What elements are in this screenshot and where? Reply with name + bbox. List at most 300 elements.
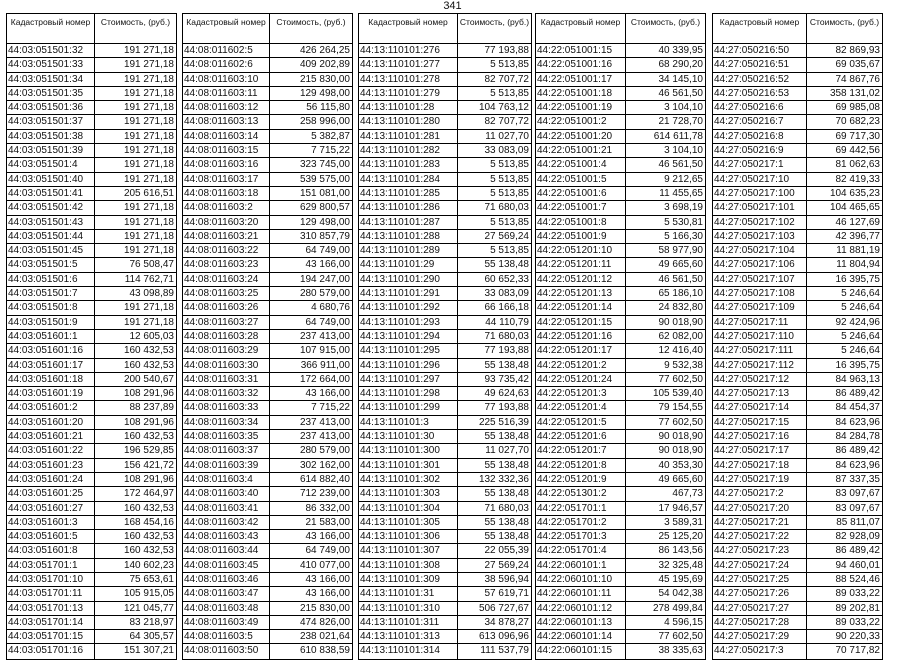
table-row	[183, 444, 352, 458]
table-row	[7, 58, 176, 72]
cadastral-number-cell: 44:27:050217:1	[713, 158, 807, 171]
cadastral-number-cell: 44:27:050216:8	[713, 130, 807, 143]
cost-cell: 24 832,80	[658, 302, 703, 314]
table-row	[536, 216, 705, 230]
cadastral-number-cell: 44:03:051701:11	[7, 587, 95, 600]
table-row	[536, 316, 705, 330]
cadastral-number-cell: 44:13:110101:314	[359, 644, 458, 658]
table-row	[359, 187, 531, 201]
cost-cell: 87 337,35	[835, 473, 880, 485]
table-row	[183, 644, 352, 658]
cost-cell: 45 195,69	[658, 573, 703, 585]
cost-cell: 46 561,50	[658, 87, 703, 99]
cost-cell: 43 166,00	[305, 259, 350, 271]
table-row	[7, 330, 176, 344]
cost-cell: 105 915,05	[123, 588, 174, 600]
cadastral-number-cell: 44:08:011603:13	[183, 115, 270, 128]
table-row	[713, 573, 882, 587]
cost-cell: 310 857,79	[299, 230, 350, 242]
cost-cell: 5 382,87	[311, 130, 350, 142]
cost-cell: 5 513,85	[490, 245, 529, 257]
cadastral-number-cell: 44:13:110101:311	[359, 616, 458, 629]
cost-cell: 9 532,38	[664, 359, 703, 371]
cost-cell: 225 516,39	[478, 416, 529, 428]
cadastral-number-cell: 44:08:011603:34	[183, 416, 270, 429]
cadastral-number-cell: 44:22:051701:3	[536, 530, 626, 543]
cadastral-number-cell: 44:08:011603:18	[183, 187, 270, 200]
cadastral-number-cell: 44:27:050217:10	[713, 173, 807, 186]
table-row	[536, 58, 705, 72]
table-row	[359, 273, 531, 287]
table-row	[7, 201, 176, 215]
cost-cell: 77 602,50	[658, 631, 703, 643]
cadastral-number-cell: 44:22:051201:10	[536, 244, 626, 257]
cadastral-number-cell: 44:03:051501:5	[7, 258, 95, 271]
table-body	[183, 44, 352, 659]
cadastral-number-cell: 44:03:051601:3	[7, 516, 95, 529]
cadastral-number-cell: 44:13:110101:307	[359, 544, 458, 557]
cost-cell: 3 104,10	[664, 102, 703, 114]
cadastral-number-cell: 44:22:051001:18	[536, 87, 626, 100]
cost-cell: 71 680,03	[484, 202, 529, 214]
table-row	[7, 44, 176, 58]
cost-cell: 69 985,08	[835, 102, 880, 114]
cadastral-number-cell: 44:22:051001:20	[536, 130, 626, 143]
table-row	[359, 344, 531, 358]
cadastral-number-cell: 44:03:051501:40	[7, 173, 95, 186]
cost-cell: 64 305,57	[129, 631, 174, 643]
cadastral-number-cell: 44:13:110101:308	[359, 559, 458, 572]
cadastral-number-cell: 44:08:011602:5	[183, 44, 270, 57]
table-row	[359, 602, 531, 616]
header-cost: Стоимость, (руб.)	[276, 17, 346, 27]
table-row	[536, 101, 705, 115]
table-header	[183, 14, 352, 44]
cadastral-number-cell: 44:03:051501:7	[7, 287, 95, 300]
cadastral-number-cell: 44:27:050217:109	[713, 301, 807, 314]
table-row	[713, 630, 882, 644]
table-row	[536, 616, 705, 630]
cost-cell: 33 083,09	[484, 288, 529, 300]
cadastral-number-cell: 44:13:110101:283	[359, 158, 458, 171]
cost-cell: 55 138,48	[484, 516, 529, 528]
cost-cell: 108 291,96	[123, 388, 174, 400]
cadastral-number-cell: 44:27:050216:51	[713, 58, 807, 71]
cadastral-number-cell: 44:27:050217:111	[713, 344, 807, 357]
table-row	[536, 44, 705, 58]
cadastral-number-cell: 44:03:051501:32	[7, 44, 95, 57]
table-row	[7, 602, 176, 616]
cadastral-number-cell: 44:08:011603:4	[183, 473, 270, 486]
cadastral-number-cell: 44:22:051001:4	[536, 158, 626, 171]
cadastral-number-cell: 44:03:051701:16	[7, 644, 95, 658]
cadastral-table-4	[535, 13, 706, 660]
table-row	[7, 373, 176, 387]
cadastral-number-cell: 44:22:051001:15	[536, 44, 626, 57]
cost-cell: 539 575,00	[299, 173, 350, 185]
table-row	[7, 387, 176, 401]
cadastral-number-cell: 44:27:050217:100	[713, 187, 807, 200]
cadastral-number-cell: 44:08:011603:30	[183, 359, 270, 372]
table-row	[183, 430, 352, 444]
cadastral-number-cell: 44:03:051501:8	[7, 301, 95, 314]
cadastral-number-cell: 44:27:050217:22	[713, 530, 807, 543]
cadastral-number-cell: 44:13:110101:304	[359, 502, 458, 515]
cadastral-number-cell: 44:03:051501:9	[7, 316, 95, 329]
table-row	[713, 544, 882, 558]
table-header	[7, 14, 176, 44]
cadastral-number-cell: 44:22:051201:15	[536, 316, 626, 329]
cadastral-number-cell: 44:27:050217:23	[713, 544, 807, 557]
cost-cell: 151 307,21	[123, 645, 174, 657]
table-row	[536, 416, 705, 430]
cost-cell: 366 911,00	[300, 359, 350, 371]
cost-cell: 5 246,64	[841, 330, 880, 342]
table-row	[536, 444, 705, 458]
table-row	[183, 58, 352, 72]
cost-cell: 69 717,30	[835, 130, 880, 142]
cadastral-number-cell: 44:22:051201:2	[536, 359, 626, 372]
table-row	[536, 115, 705, 129]
cadastral-number-cell: 44:08:011603:2	[183, 201, 270, 214]
cadastral-number-cell: 44:03:051701:1	[7, 559, 95, 572]
cost-cell: 191 271,18	[123, 45, 174, 56]
cost-cell: 75 653,61	[129, 573, 174, 585]
cadastral-number-cell: 44:13:110101:309	[359, 573, 458, 586]
cadastral-number-cell: 44:27:050217:17	[713, 444, 807, 457]
cost-cell: 65 186,10	[658, 288, 703, 300]
cost-cell: 191 271,18	[123, 87, 174, 99]
table-row	[359, 144, 531, 158]
cadastral-number-cell: 44:22:051001:8	[536, 216, 626, 229]
cost-cell: 160 432,53	[123, 431, 174, 443]
page-number: 341	[443, 0, 462, 12]
cost-cell: 506 727,67	[478, 602, 529, 614]
table-row	[183, 544, 352, 558]
table-row	[359, 216, 531, 230]
cost-cell: 27 569,24	[484, 230, 529, 242]
cadastral-number-cell: 44:08:011603:22	[183, 244, 270, 257]
table-row	[183, 258, 352, 272]
cadastral-number-cell: 44:27:050217:2	[713, 487, 807, 500]
table-row	[359, 359, 531, 373]
cadastral-number-cell: 44:13:110101:282	[359, 144, 458, 157]
cost-cell: 21 583,00	[305, 516, 350, 528]
table-row	[359, 587, 531, 601]
table-row	[713, 459, 882, 473]
cost-cell: 82 419,33	[835, 173, 880, 185]
table-row	[183, 387, 352, 401]
table-row	[7, 187, 176, 201]
cost-cell: 410 077,00	[299, 559, 350, 571]
table-row	[713, 559, 882, 573]
cadastral-number-cell: 44:22:051001:17	[536, 73, 626, 86]
cadastral-number-cell: 44:22:051001:19	[536, 101, 626, 114]
cadastral-number-cell: 44:03:051501:6	[7, 273, 95, 286]
cadastral-number-cell: 44:13:110101:295	[359, 344, 458, 357]
cadastral-number-cell: 44:22:051201:16	[536, 330, 626, 343]
cost-cell: 5 513,85	[490, 187, 529, 199]
cost-cell: 90 018,90	[658, 445, 703, 457]
cadastral-number-cell: 44:27:050216:9	[713, 144, 807, 157]
cadastral-number-cell: 44:08:011603:37	[183, 444, 270, 457]
cadastral-number-cell: 44:22:051201:14	[536, 301, 626, 314]
table-row	[359, 630, 531, 644]
cadastral-number-cell: 44:08:011603:16	[183, 158, 270, 171]
cost-cell: 237 413,00	[299, 330, 350, 342]
cost-cell: 280 579,00	[299, 288, 350, 300]
table-row	[183, 473, 352, 487]
header-cost: Стоимость, (руб.)	[630, 17, 701, 27]
cadastral-number-cell: 44:22:051201:6	[536, 430, 626, 443]
cost-cell: 55 138,48	[484, 488, 529, 500]
cost-cell: 64 749,00	[305, 545, 350, 557]
table-row	[536, 359, 705, 373]
cost-cell: 55 138,48	[484, 531, 529, 543]
cadastral-number-cell: 44:13:110101:30	[359, 430, 458, 443]
table-row	[713, 130, 882, 144]
table-row	[359, 115, 531, 129]
cadastral-number-cell: 44:13:110101:290	[359, 273, 458, 286]
cost-cell: 108 291,96	[123, 473, 174, 485]
cost-cell: 168 454,16	[123, 516, 174, 528]
cost-cell: 9 212,65	[664, 173, 703, 185]
cost-cell: 17 946,57	[658, 502, 703, 514]
table-row	[359, 101, 531, 115]
table-row	[183, 115, 352, 129]
table-row	[713, 587, 882, 601]
table-row	[713, 273, 882, 287]
table-row	[536, 144, 705, 158]
cost-cell: 614 611,78	[653, 130, 703, 142]
table-row	[183, 502, 352, 516]
cadastral-number-cell: 44:13:110101:277	[359, 58, 458, 71]
table-row	[359, 44, 531, 58]
table-row	[183, 416, 352, 430]
cost-cell: 712 239,00	[299, 488, 350, 500]
cadastral-number-cell: 44:13:110101:299	[359, 401, 458, 414]
cost-cell: 71 680,03	[484, 502, 529, 514]
cost-cell: 84 623,96	[835, 459, 880, 471]
cadastral-number-cell: 44:13:110101:305	[359, 516, 458, 529]
cost-cell: 86 143,56	[658, 545, 703, 557]
table-row	[536, 344, 705, 358]
cadastral-number-cell: 44:03:051601:18	[7, 373, 95, 386]
table-row	[713, 244, 882, 258]
cost-cell: 58 977,90	[658, 245, 703, 257]
cost-cell: 84 454,37	[835, 402, 880, 414]
cost-cell: 409 202,89	[299, 59, 350, 71]
cadastral-number-cell: 44:03:051501:44	[7, 230, 95, 243]
table-row	[713, 487, 882, 501]
table-row	[183, 559, 352, 573]
table-row	[713, 444, 882, 458]
table-row	[7, 516, 176, 530]
table-row	[7, 73, 176, 87]
cost-cell: 5 513,85	[490, 59, 529, 71]
cadastral-number-cell: 44:13:110101:306	[359, 530, 458, 543]
table-row	[536, 330, 705, 344]
table-row	[7, 630, 176, 644]
table-row	[7, 544, 176, 558]
table-row	[536, 587, 705, 601]
cadastral-number-cell: 44:13:110101:284	[359, 173, 458, 186]
cost-cell: 81 062,63	[835, 159, 880, 171]
table-row	[183, 158, 352, 172]
cadastral-number-cell: 44:27:050217:11	[713, 316, 807, 329]
table-row	[7, 444, 176, 458]
cost-cell: 79 154,55	[658, 402, 703, 414]
cadastral-number-cell: 44:13:110101:310	[359, 602, 458, 615]
cadastral-number-cell: 44:27:050217:104	[713, 244, 807, 257]
cost-cell: 238 021,64	[299, 631, 350, 643]
table-row	[536, 473, 705, 487]
cadastral-number-cell: 44:27:050217:13	[713, 387, 807, 400]
cadastral-number-cell: 44:13:110101:31	[359, 587, 458, 600]
table-row	[713, 287, 882, 301]
table-row	[183, 573, 352, 587]
table-row	[713, 602, 882, 616]
cadastral-number-cell: 44:27:050217:110	[713, 330, 807, 343]
cost-cell: 5 246,64	[841, 302, 880, 314]
cost-cell: 90 018,90	[658, 431, 703, 443]
cost-cell: 69 035,67	[835, 59, 880, 71]
cost-cell: 5 513,85	[490, 159, 529, 171]
table-row	[359, 430, 531, 444]
cadastral-number-cell: 44:08:011603:45	[183, 559, 270, 572]
cadastral-number-cell: 44:13:110101:287	[359, 216, 458, 229]
cost-cell: 85 811,07	[836, 516, 880, 528]
cost-cell: 5 513,85	[490, 87, 529, 99]
table-row	[713, 644, 882, 658]
cadastral-number-cell: 44:13:110101:279	[359, 87, 458, 100]
cadastral-number-cell: 44:08:011603:50	[183, 644, 270, 658]
table-row	[183, 201, 352, 215]
table-row	[536, 87, 705, 101]
table-row	[536, 502, 705, 516]
table-row	[713, 359, 882, 373]
cost-cell: 104 465,65	[829, 202, 880, 214]
table-row	[713, 401, 882, 415]
cadastral-number-cell: 44:27:050217:18	[713, 459, 807, 472]
table-row	[7, 158, 176, 172]
cost-cell: 49 624,63	[484, 388, 529, 400]
cadastral-number-cell: 44:27:050216:53	[713, 87, 807, 100]
cadastral-number-cell: 44:22:060101:14	[536, 630, 626, 643]
cadastral-number-cell: 44:27:050217:107	[713, 273, 807, 286]
cadastral-number-cell: 44:08:011603:41	[183, 502, 270, 515]
cadastral-number-cell: 44:22:051001:5	[536, 173, 626, 186]
cadastral-number-cell: 44:08:011603:14	[183, 130, 270, 143]
cost-cell: 237 413,00	[299, 431, 350, 443]
table-row	[7, 301, 176, 315]
table-header	[536, 14, 705, 44]
cadastral-number-cell: 44:13:110101:293	[359, 316, 458, 329]
table-row	[183, 173, 352, 187]
cadastral-number-cell: 44:03:051701:13	[7, 602, 95, 615]
cadastral-number-cell: 44:03:051601:22	[7, 444, 95, 457]
cost-cell: 3 698,19	[664, 202, 703, 214]
cost-cell: 4 596,15	[664, 616, 703, 628]
table-row	[359, 230, 531, 244]
cadastral-number-cell: 44:27:050216:6	[713, 101, 807, 114]
table-row	[536, 173, 705, 187]
cost-cell: 104 763,12	[478, 102, 529, 114]
cadastral-number-cell: 44:27:050217:112	[713, 359, 807, 372]
cadastral-number-cell: 44:08:011603:26	[183, 301, 270, 314]
cadastral-table-3	[358, 13, 532, 660]
table-row	[183, 244, 352, 258]
cadastral-number-cell: 44:13:110101:297	[359, 373, 458, 386]
cadastral-number-cell: 44:08:011603:28	[183, 330, 270, 343]
table-row	[536, 244, 705, 258]
table-row	[536, 130, 705, 144]
table-row	[713, 502, 882, 516]
table-row	[7, 416, 176, 430]
cost-cell: 43 098,89	[129, 288, 174, 300]
cadastral-table-1	[6, 13, 177, 660]
table-row	[183, 316, 352, 330]
table-row	[183, 373, 352, 387]
cost-cell: 83 097,67	[835, 502, 880, 514]
table-row	[536, 387, 705, 401]
cost-cell: 82 928,09	[835, 531, 880, 543]
cadastral-number-cell: 44:27:050217:102	[713, 216, 807, 229]
cost-cell: 55 138,48	[484, 259, 529, 271]
cadastral-number-cell: 44:27:050217:3	[713, 644, 807, 658]
cost-cell: 38 335,63	[658, 645, 703, 657]
cost-cell: 129 498,00	[299, 216, 350, 228]
cost-cell: 64 749,00	[305, 316, 350, 328]
cadastral-number-cell: 44:08:011603:12	[183, 101, 270, 114]
cadastral-number-cell: 44:22:051001:21	[536, 144, 626, 157]
cost-cell: 89 033,22	[835, 588, 880, 600]
cost-cell: 16 395,75	[835, 359, 880, 371]
table-row	[713, 430, 882, 444]
table-row	[359, 316, 531, 330]
cost-cell: 88 237,89	[129, 402, 174, 414]
cadastral-number-cell: 44:03:051701:14	[7, 616, 95, 629]
cadastral-number-cell: 44:13:110101:292	[359, 301, 458, 314]
cost-cell: 613 096,96	[478, 631, 529, 643]
cost-cell: 21 728,70	[658, 116, 703, 128]
cost-cell: 32 325,48	[658, 559, 703, 571]
table-row	[536, 516, 705, 530]
cadastral-number-cell: 44:08:011603:21	[183, 230, 270, 243]
table-row	[536, 230, 705, 244]
table-row	[536, 544, 705, 558]
table-row	[7, 401, 176, 415]
cost-cell: 151 081,00	[299, 187, 350, 199]
cadastral-number-cell: 44:03:051501:45	[7, 244, 95, 257]
header-cost: Стоимость, (руб.)	[809, 17, 880, 27]
table-row	[536, 287, 705, 301]
cost-cell: 426 264,25	[299, 45, 350, 56]
cadastral-number-cell: 44:03:051501:34	[7, 73, 95, 86]
cost-cell: 191 271,18	[123, 202, 174, 214]
cadastral-number-cell: 44:13:110101:289	[359, 244, 458, 257]
table-row	[536, 530, 705, 544]
table-row	[183, 630, 352, 644]
table-row	[7, 144, 176, 158]
cost-cell: 77 193,88	[484, 402, 529, 414]
cost-cell: 82 707,72	[484, 73, 529, 85]
table-row	[7, 115, 176, 129]
cadastral-number-cell: 44:03:051501:42	[7, 201, 95, 214]
table-row	[7, 559, 176, 573]
cadastral-number-cell: 44:27:050216:50	[713, 44, 807, 57]
cost-cell: 46 561,50	[658, 159, 703, 171]
